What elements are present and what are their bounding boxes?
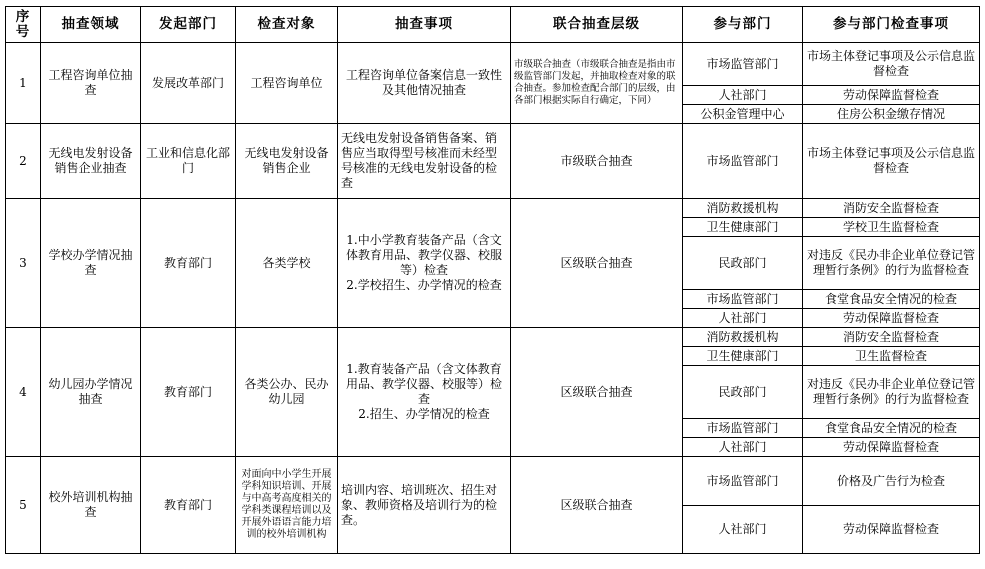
participant-dept: 消防救援机构 xyxy=(683,199,803,218)
row-level: 市级联合抽查 xyxy=(511,124,683,199)
row-level: 市级联合抽查（市级联合抽查是指由市级监管部门发起，并抽取检查对象的联合抽查。参加检查配合部门的层级，由各部门根据实际自行确定，下同） xyxy=(511,43,683,124)
participant-check: 市场主体登记事项及公示信息监督检查 xyxy=(803,124,980,199)
row-level: 区级联合抽查 xyxy=(511,328,683,457)
header-row xyxy=(6,7,980,43)
row-items: 培训内容、培训班次、招生对象、教师资格及培训行为的检查。 xyxy=(338,457,511,554)
row-no: 3 xyxy=(6,199,41,328)
header-participant-dept: 参与部门 xyxy=(683,7,803,43)
participant-check: 劳动保障监督检查 xyxy=(803,86,980,105)
row-no: 1 xyxy=(6,43,41,124)
participant-dept: 公积金管理中心 xyxy=(683,105,803,124)
participant-dept: 消防救援机构 xyxy=(683,328,803,347)
header-field: 抽查领域 xyxy=(41,7,141,43)
participant-check: 消防安全监督检查 xyxy=(803,328,980,347)
participant-dept: 人社部门 xyxy=(683,309,803,328)
row-initiator: 发展改革部门 xyxy=(141,43,236,124)
table-row xyxy=(6,43,980,86)
participant-check: 食堂食品安全情况的检查 xyxy=(803,290,980,309)
row-no: 4 xyxy=(6,328,41,457)
participant-check: 对违反《民办非企业单位登记管理暂行条例》的行为监督检查 xyxy=(803,237,980,290)
header-level: 联合抽查层级 xyxy=(511,7,683,43)
participant-dept: 市场监管部门 xyxy=(683,290,803,309)
participant-dept: 市场监管部门 xyxy=(683,124,803,199)
participant-dept: 民政部门 xyxy=(683,366,803,419)
row-field: 校外培训机构抽查 xyxy=(41,457,141,554)
participant-check: 劳动保障监督检查 xyxy=(803,506,980,554)
header-participant-check: 参与部门检查事项 xyxy=(803,7,980,43)
participant-check: 劳动保障监督检查 xyxy=(803,309,980,328)
row-items: 工程咨询单位备案信息一致性及其他情况抽查 xyxy=(338,43,511,124)
participant-dept: 人社部门 xyxy=(683,438,803,457)
participant-dept: 市场监管部门 xyxy=(683,419,803,438)
row-field: 学校办学情况抽查 xyxy=(41,199,141,328)
row-initiator: 教育部门 xyxy=(141,457,236,554)
table-row xyxy=(6,124,980,199)
participant-check: 对违反《民办非企业单位登记管理暂行条例》的行为监督检查 xyxy=(803,366,980,419)
participant-dept: 卫生健康部门 xyxy=(683,218,803,237)
participant-check: 市场主体登记事项及公示信息监督检查 xyxy=(803,43,980,86)
participant-dept: 卫生健康部门 xyxy=(683,347,803,366)
participant-dept: 市场监管部门 xyxy=(683,43,803,86)
header-items: 抽查事项 xyxy=(338,7,511,43)
row-items: 1.中小学教育装备产品（含文体教育用品、教学仪器、校服等）检查 2.学校招生、办学情况的检查 xyxy=(338,199,511,328)
row-level: 区级联合抽查 xyxy=(511,199,683,328)
participant-check: 消防安全监督检查 xyxy=(803,199,980,218)
row-target: 对面向中小学生开展学科知识培训、开展与中高考高度相关的学科类课程培训以及开展外语语言能力培训的校外培训机构 xyxy=(236,457,338,554)
row-field: 工程咨询单位抽查 xyxy=(41,43,141,124)
row-initiator: 教育部门 xyxy=(141,328,236,457)
participant-dept: 人社部门 xyxy=(683,506,803,554)
row-initiator: 教育部门 xyxy=(141,199,236,328)
table-row xyxy=(6,328,980,347)
table-row xyxy=(6,199,980,218)
row-target: 各类公办、民办幼儿园 xyxy=(236,328,338,457)
row-level: 区级联合抽查 xyxy=(511,457,683,554)
row-initiator: 工业和信息化部门 xyxy=(141,124,236,199)
participant-dept: 民政部门 xyxy=(683,237,803,290)
row-target: 工程咨询单位 xyxy=(236,43,338,124)
participant-check: 食堂食品安全情况的检查 xyxy=(803,419,980,438)
row-items: 无线电发射设备销售备案、销售应当取得型号核准而未经型号核准的无线电发射设备的检查 xyxy=(338,124,511,199)
participant-dept: 市场监管部门 xyxy=(683,457,803,506)
row-field: 幼儿园办学情况抽查 xyxy=(41,328,141,457)
header-initiator: 发起部门 xyxy=(141,7,236,43)
row-target: 各类学校 xyxy=(236,199,338,328)
header-target: 检查对象 xyxy=(236,7,338,43)
participant-check: 劳动保障监督检查 xyxy=(803,438,980,457)
participant-check: 住房公积金缴存情况 xyxy=(803,105,980,124)
row-no: 5 xyxy=(6,457,41,554)
participant-check: 价格及广告行为检查 xyxy=(803,457,980,506)
row-field: 无线电发射设备销售企业抽查 xyxy=(41,124,141,199)
participant-dept: 人社部门 xyxy=(683,86,803,105)
header-no: 序号 xyxy=(6,7,41,43)
inspection-table xyxy=(5,6,980,554)
row-no: 2 xyxy=(6,124,41,199)
table-row xyxy=(6,457,980,506)
participant-check: 学校卫生监督检查 xyxy=(803,218,980,237)
row-target: 无线电发射设备销售企业 xyxy=(236,124,338,199)
participant-check: 卫生监督检查 xyxy=(803,347,980,366)
row-items: 1.教育装备产品（含文体教育用品、教学仪器、校服等）检查 2.招生、办学情况的检查 xyxy=(338,328,511,457)
